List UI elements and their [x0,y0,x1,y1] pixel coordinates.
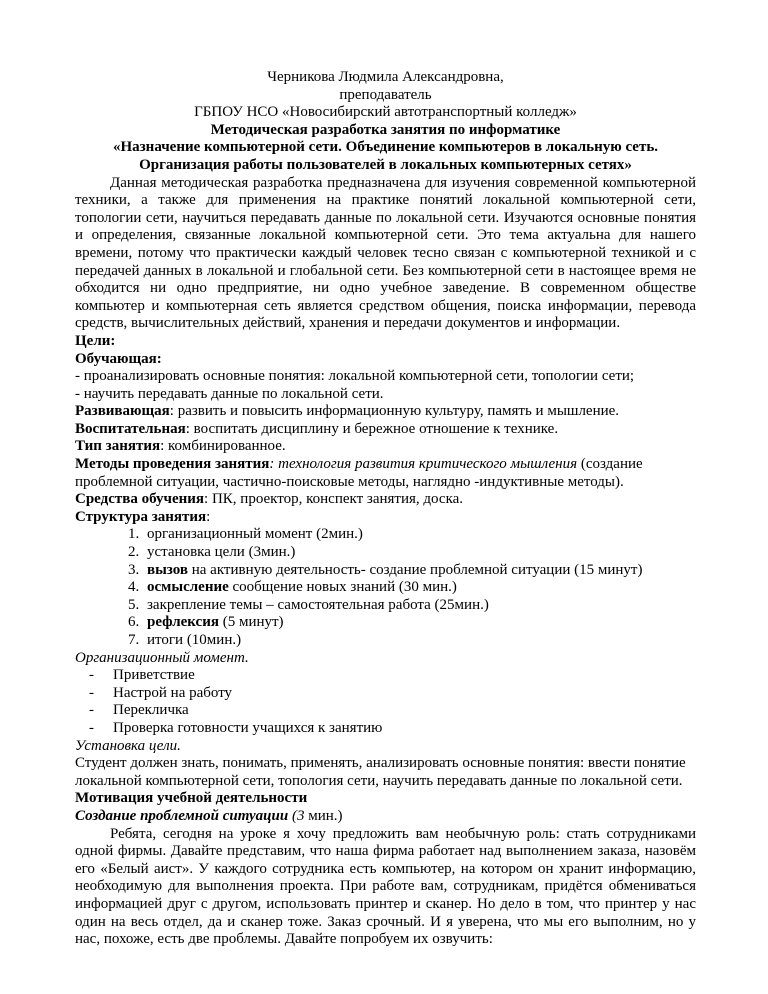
developing-goal [75,403,696,421]
educational-goal-text: : воспитать дисциплину и бережное отношение к технике. [185,420,559,437]
developing-goal-label: Развивающая [75,403,170,420]
methods-italic: : технология развития критического мышления [269,456,578,473]
topic-line-1: «Назначение компьютерной сети. Объединение компьютеров в локальную сеть. [112,139,659,156]
author-name: Черникова Людмила Александровна, [267,69,504,85]
methods-text: (создание проблемной ситуации, частично-поисковые методы, наглядно -индуктивные методы). [75,456,643,490]
org-moment-item: - Настрой на работу [89,685,696,703]
educational-goal-label: Воспитательная [75,420,186,437]
structure-heading [75,509,696,527]
topic-line-2: Организация работы пользователей в локальных компьютерных сетях» [139,156,632,173]
developing-goal-text: : развить и повысить информационную культуру, память и мышление. [169,403,620,420]
lesson-type-label: Тип занятия [75,438,161,455]
problem-situation-label: Создание проблемной ситуации [75,807,289,824]
intro-paragraph: Данная методическая разработка предназначена для изучения современной компьютерной техники, а также для применения на практике понятий локальной компьютерной сети, топологии сети, научиться передавать данные по локальной сети. Изучаются основные понятия и определения, связанные локальной компьютерной сети. Это тема актуальна для нашего времени, потому что практически каждый человек тесно связан с компьютерной техникой и с передачей данных в локальной и глобальной сети. Без компьютерной сети в настоящее время не обходится ни одно предприятие, ни одно учебное заведение. В современном обществе компьютер и компьютерная сеть является средством общения, поиска информации, перевода средств, вычислительных действий, хранения и передачи документов и информации. [75,174,696,332]
goal-setting-text: Студент должен знать, понимать, применять, анализировать основные понятия: ввести понятие локальной компьютерной сети, топология сети, научить передавать данные по локальной сети. [75,755,686,789]
org-moment-heading: Организационный момент. [75,649,249,666]
problem-situation-time: (3 [288,807,305,824]
structure-item: 7. итоги (10мин.) [143,632,696,650]
institution: ГБПОУ НСО «Новосибирский автотранспортный колледж» [194,104,577,121]
structure-item: 4. осмысление сообщение новых знаний (30 мин.) [143,579,696,597]
lesson-type-text: : комбинированное. [160,438,286,455]
tools-label: Средства обучения [75,491,205,508]
structure-item: 1. организационный момент (2мин.) [143,526,696,544]
structure-item: 5. закрепление темы – самостоятельная работа (25мин.) [143,597,696,615]
educational-goal [75,421,696,439]
teaching-goal-heading: Обучающая: [75,350,162,367]
org-moment-item: - Приветствие [89,667,696,685]
teaching-tools [75,491,696,509]
problem-situation-heading [75,808,696,826]
structure-item: 3. вызов на активную деятельность- создание проблемной ситуации (15 минут) [143,562,696,580]
org-moment-item: - Проверка готовности учащихся к занятию [89,720,696,738]
structure-item: 2. установка цели (3мин.) [143,544,696,562]
structure-label: Структура занятия [75,508,207,525]
problem-situation-time-rest: мин.) [304,807,343,824]
motivation-paragraph: Ребята, сегодня на уроке я хочу предложить вам необычную роль: стать сотрудниками одной фирмы. Давайте представим, что наша фирма работает над выполнением заказа, назовём его «Белый аист». У каждого сотрудника есть компьютер, на котором он хранит информацию, необходимую для выполнения проекта. При работе вам, сотрудникам, придётся обмениваться информацией друг с другом, использовать принтер и сканер. Но дело в том, что принтер у нас один на весь отдел, да и сканер тоже. Заказ срочный. И я уверена, что мы его выполним, но у нас, похоже, есть две проблемы. Давайте попробуем их озвучить: [75,825,696,948]
goal-setting-heading: Установка цели. [75,737,181,754]
org-moment-list [75,667,696,737]
lesson-methods [75,456,696,491]
goals-heading: Цели: [75,332,116,349]
teaching-goal-item: - научить передавать данные по локальной сети. [75,385,384,402]
lesson-type [75,438,696,456]
methods-label: Методы проведения занятия [75,456,270,473]
teaching-goal-item: - проанализировать основные понятия: локальной компьютерной сети, топологии сети; [75,368,635,385]
structure-list [75,526,696,649]
structure-colon: : [206,508,211,525]
motivation-heading: Мотивация учебной деятельности [75,790,308,807]
tools-text: : ПК, проектор, конспект занятия, доска. [204,491,464,508]
org-moment-item: - Перекличка [89,702,696,720]
structure-item: 6. рефлексия (5 минут) [143,614,696,632]
author-position: преподаватель [339,86,432,103]
document-type: Методическая разработка занятия по информатике [210,121,561,138]
